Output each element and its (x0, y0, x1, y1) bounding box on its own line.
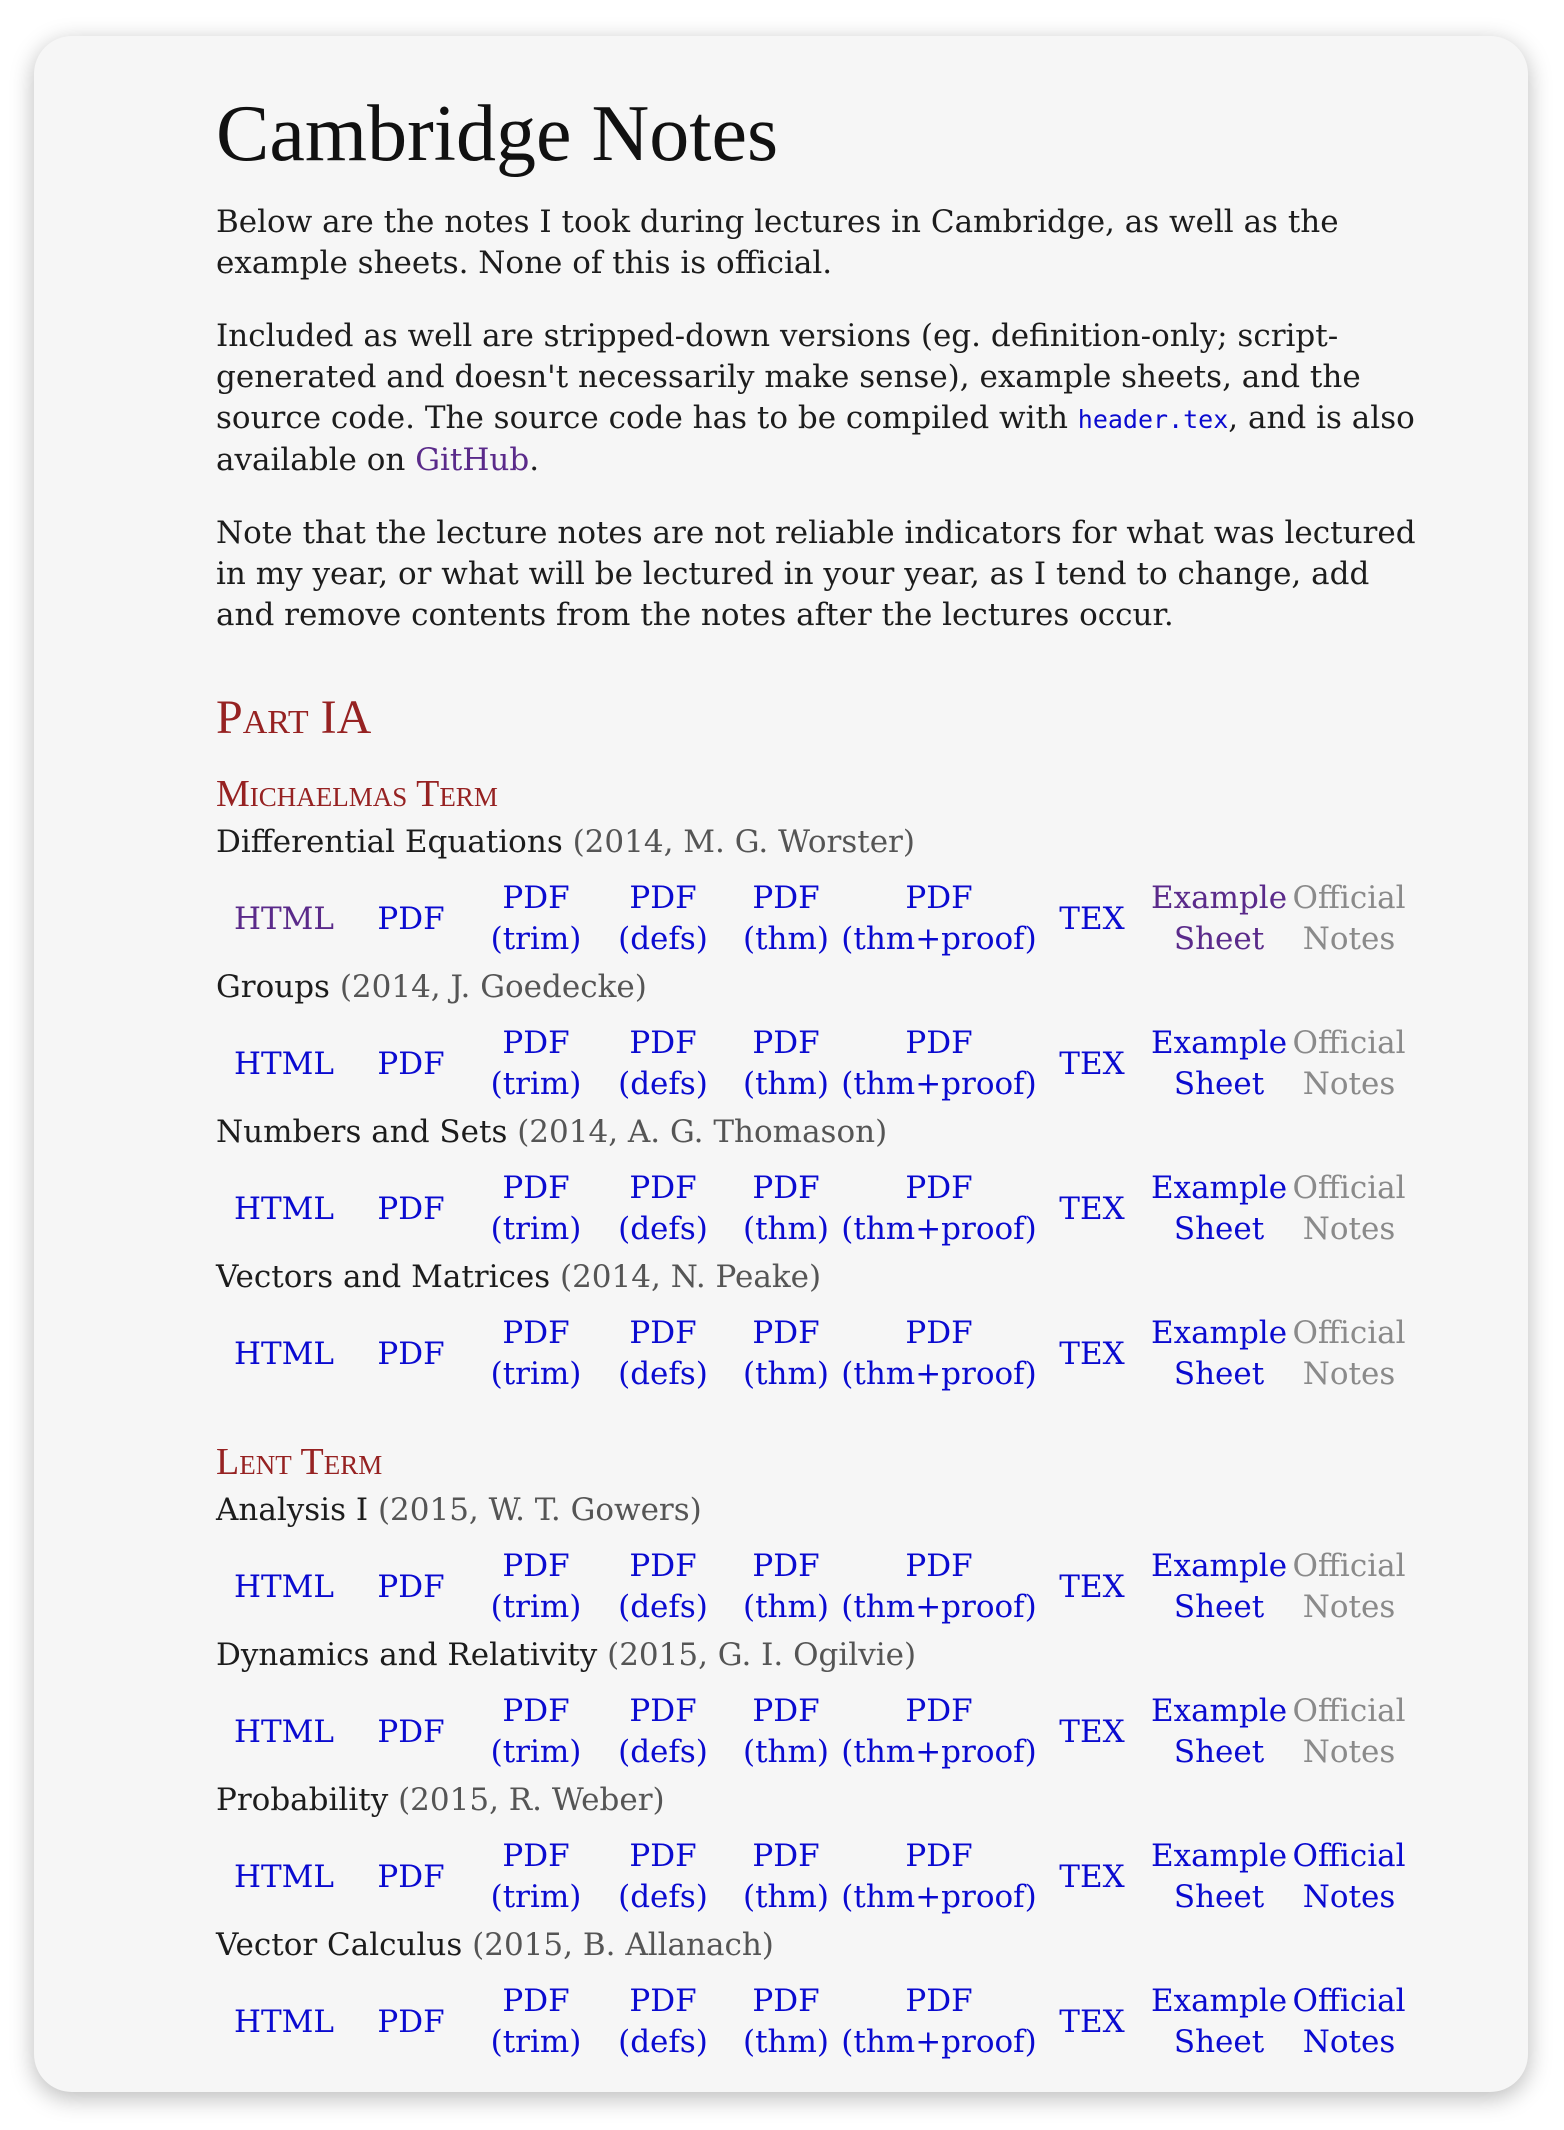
pdf-thm-proof-link[interactable]: PDF (thm+proof) (841, 880, 1037, 957)
pdf-defs-link[interactable]: PDF (defs) (618, 1983, 708, 2060)
pdf-thm-link[interactable]: PDF (thm) (742, 1315, 829, 1392)
tex-link[interactable]: TEX (1059, 1045, 1125, 1082)
html-link[interactable]: HTML (233, 1858, 335, 1895)
course-title (216, 967, 1416, 1008)
course-links-row (216, 1835, 1416, 1919)
pdf-defs-link[interactable]: PDF (defs) (618, 1025, 708, 1102)
course-links-row (216, 1312, 1416, 1396)
pdf-trim-link[interactable]: PDF (trim) (490, 1693, 582, 1770)
terms-container (216, 770, 1416, 2064)
example-sheet-link[interactable]: Example Sheet (1150, 1983, 1288, 2060)
course-block (216, 1780, 1416, 1919)
tex-link[interactable]: TEX (1059, 1858, 1125, 1895)
pdf-trim-link[interactable]: PDF (trim) (490, 1025, 582, 1102)
pdf-thm-link[interactable]: PDF (thm) (742, 1548, 829, 1625)
example-sheet-link[interactable]: Example Sheet (1150, 1838, 1288, 1915)
pdf-link[interactable]: PDF (377, 1713, 445, 1750)
course-block (216, 1635, 1416, 1774)
tex-link[interactable]: TEX (1059, 1190, 1125, 1227)
course-links-row (216, 1545, 1416, 1629)
pdf-link[interactable]: PDF (377, 1045, 445, 1082)
course-name: Dynamics and Relativity (216, 1637, 598, 1673)
course-meta: (2014, N. Peake) (550, 1259, 822, 1295)
tex-link[interactable]: TEX (1059, 1335, 1125, 1372)
course-meta: (2014, M. G. Worster) (562, 824, 915, 860)
html-link[interactable]: HTML (233, 1190, 335, 1227)
course-name: Probability (216, 1782, 389, 1818)
course-meta: (2015, B. Allanach) (462, 1927, 774, 1963)
pdf-thm-proof-link[interactable]: PDF (thm+proof) (841, 1838, 1037, 1915)
example-sheet-link[interactable]: Example Sheet (1150, 1170, 1288, 1247)
pdf-thm-proof-link[interactable]: PDF (thm+proof) (841, 1693, 1037, 1770)
official-notes-link: Official Notes (1292, 1693, 1406, 1770)
pdf-trim-link[interactable]: PDF (trim) (490, 880, 582, 957)
pdf-link[interactable]: PDF (377, 1568, 445, 1605)
official-notes-link: Official Notes (1292, 1548, 1406, 1625)
example-sheet-link[interactable]: Example Sheet (1150, 1693, 1288, 1770)
course-name: Analysis I (216, 1492, 369, 1528)
term-heading: Lent Term (216, 1441, 383, 1483)
course-links-row (216, 1690, 1416, 1774)
course-title (216, 1490, 1416, 1531)
official-notes-link[interactable]: Official Notes (1292, 1983, 1406, 2060)
pdf-link[interactable]: PDF (377, 1190, 445, 1227)
part-heading: Part IA (216, 691, 372, 744)
course-title (216, 1257, 1416, 1298)
course-title (216, 822, 1416, 863)
pdf-defs-link[interactable]: PDF (defs) (618, 1838, 708, 1915)
example-sheet-link[interactable]: Example Sheet (1150, 1548, 1288, 1625)
pdf-link[interactable]: PDF (377, 900, 445, 937)
course-block (216, 1925, 1416, 2064)
course-links-row (216, 1022, 1416, 1106)
pdf-defs-link[interactable]: PDF (defs) (618, 1315, 708, 1392)
html-link[interactable]: HTML (233, 1335, 335, 1372)
pdf-thm-proof-link[interactable]: PDF (thm+proof) (841, 1983, 1037, 2060)
tex-link[interactable]: TEX (1059, 1713, 1125, 1750)
html-link[interactable]: HTML (233, 1568, 335, 1605)
pdf-thm-link[interactable]: PDF (thm) (742, 1025, 829, 1102)
html-link[interactable]: HTML (233, 900, 335, 937)
course-name: Groups (216, 969, 330, 1005)
example-sheet-link[interactable]: Example Sheet (1150, 1315, 1288, 1392)
course-meta: (2015, W. T. Gowers) (368, 1492, 702, 1528)
course-meta: (2015, R. Weber) (388, 1782, 665, 1818)
course-meta: (2014, A. G. Thomason) (507, 1114, 888, 1150)
course-meta: (2015, G. I. Ogilvie) (597, 1637, 917, 1673)
pdf-thm-proof-link[interactable]: PDF (thm+proof) (841, 1315, 1037, 1392)
pdf-link[interactable]: PDF (377, 1335, 445, 1372)
intro-paragraph-3: Note that the lecture notes are not reliable indicators for what was lectured in my year, or what will be lectured in your year, as I tend to change, add and remove contents from the notes after the lectures occur. (216, 515, 1416, 633)
course-links-row (216, 1167, 1416, 1251)
html-link[interactable]: HTML (233, 2003, 335, 2040)
pdf-link[interactable]: PDF (377, 2003, 445, 2040)
html-link[interactable]: HTML (233, 1045, 335, 1082)
course-name: Numbers and Sets (216, 1114, 508, 1150)
pdf-thm-proof-link[interactable]: PDF (thm+proof) (841, 1025, 1037, 1102)
term-heading: Michaelmas Term (216, 773, 498, 815)
pdf-defs-link[interactable]: PDF (defs) (618, 1693, 708, 1770)
pdf-thm-link[interactable]: PDF (thm) (742, 880, 829, 957)
course-block (216, 1112, 1416, 1251)
github-link[interactable]: GitHub (415, 442, 530, 478)
html-link[interactable]: HTML (233, 1713, 335, 1750)
course-block (216, 967, 1416, 1106)
course-block (216, 822, 1416, 961)
pdf-defs-link[interactable]: PDF (defs) (618, 1548, 708, 1625)
header-tex-code: header.tex (1077, 405, 1229, 434)
pdf-thm-link[interactable]: PDF (thm) (742, 1983, 829, 2060)
course-name: Vector Calculus (216, 1927, 463, 1963)
page-title: Cambridge Notes (216, 90, 779, 178)
course-block (216, 1490, 1416, 1629)
intro-p2-text-end: . (529, 442, 540, 478)
pdf-defs-link[interactable]: PDF (defs) (618, 1170, 708, 1247)
tex-link[interactable]: TEX (1059, 2003, 1125, 2040)
course-name: Vectors and Matrices (216, 1259, 551, 1295)
course-title (216, 1112, 1416, 1153)
official-notes-link[interactable]: Official Notes (1292, 1838, 1406, 1915)
pdf-trim-link[interactable]: PDF (trim) (490, 1170, 582, 1247)
course-links-row (216, 877, 1416, 961)
pdf-thm-link[interactable]: PDF (thm) (742, 1170, 829, 1247)
official-notes-link: Official Notes (1292, 880, 1406, 957)
pdf-thm-proof-link[interactable]: PDF (thm+proof) (841, 1548, 1037, 1625)
official-notes-link: Official Notes (1292, 1025, 1406, 1102)
official-notes-link: Official Notes (1292, 1170, 1406, 1247)
pdf-thm-proof-link[interactable]: PDF (thm+proof) (841, 1170, 1037, 1247)
intro-p2-text-middle: , and is also available on (216, 400, 1415, 478)
pdf-trim-link[interactable]: PDF (trim) (490, 1983, 582, 2060)
course-title (216, 1925, 1416, 1966)
intro-paragraph-2 (216, 316, 1416, 481)
course-meta: (2014, J. Goedecke) (329, 969, 647, 1005)
tex-link[interactable]: TEX (1059, 900, 1125, 937)
course-links-row (216, 1980, 1416, 2064)
tex-link[interactable]: TEX (1059, 1568, 1125, 1605)
course-block (216, 1257, 1416, 1396)
pdf-defs-link[interactable]: PDF (defs) (618, 880, 708, 957)
course-title (216, 1780, 1416, 1821)
pdf-trim-link[interactable]: PDF (trim) (490, 1838, 582, 1915)
pdf-thm-link[interactable]: PDF (thm) (742, 1693, 829, 1770)
example-sheet-link[interactable]: Example Sheet (1150, 880, 1288, 957)
pdf-trim-link[interactable]: PDF (trim) (490, 1548, 582, 1625)
pdf-link[interactable]: PDF (377, 1858, 445, 1895)
pdf-trim-link[interactable]: PDF (trim) (490, 1315, 582, 1392)
pdf-thm-link[interactable]: PDF (thm) (742, 1838, 829, 1915)
example-sheet-link[interactable]: Example Sheet (1150, 1025, 1288, 1102)
official-notes-link: Official Notes (1292, 1315, 1406, 1392)
course-name: Differential Equations (216, 824, 563, 860)
course-title (216, 1635, 1416, 1676)
intro-p2-text-start: Included as well are stripped-down versions (eg. definition-only; script-generated and doesn't necessarily make sense), example sheets, and the source code. The source code has to be compiled with (216, 318, 1361, 436)
page-card (34, 36, 1528, 2092)
main-content (216, 84, 1416, 2070)
intro-paragraph-1: Below are the notes I took during lectures in Cambridge, as well as the example sheets. None of this is official. (216, 204, 1339, 281)
